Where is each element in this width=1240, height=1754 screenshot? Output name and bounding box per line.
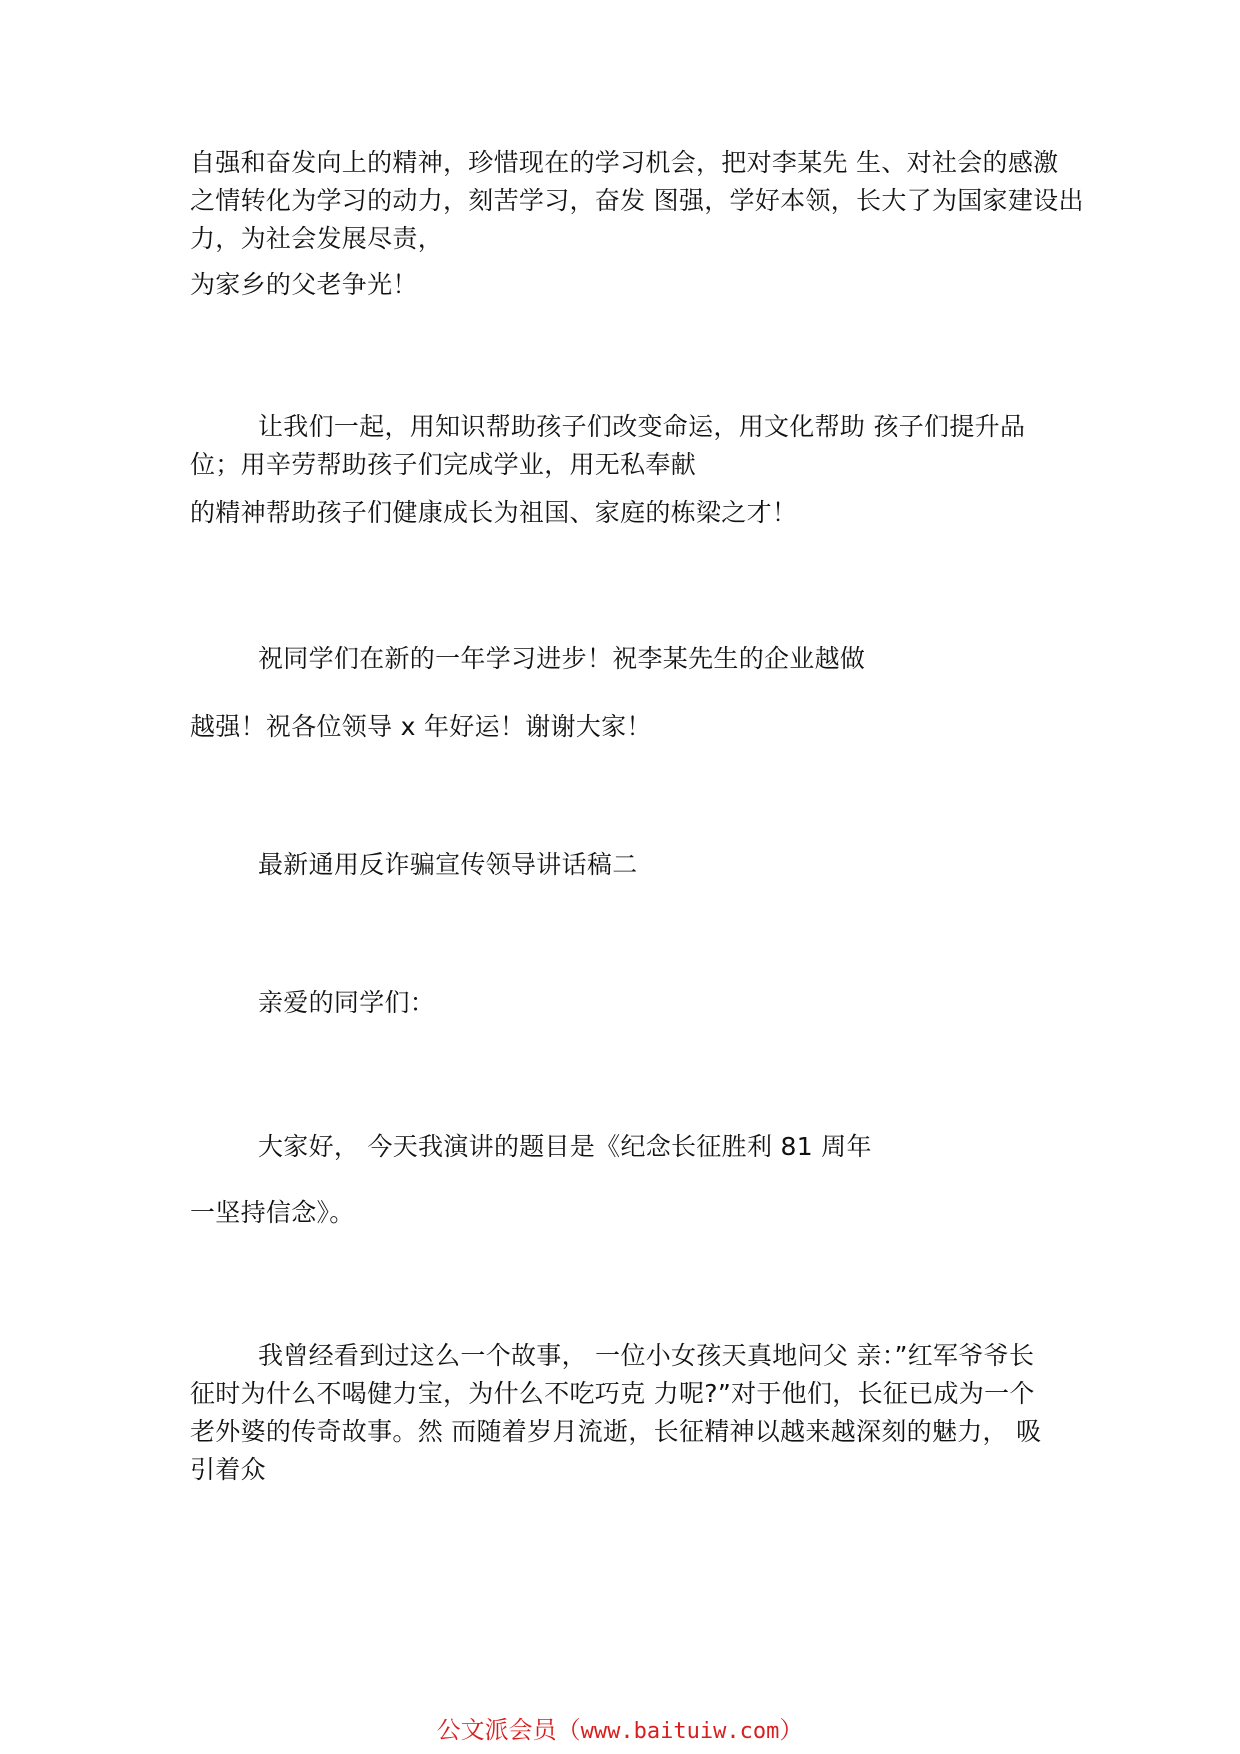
paragraph-11-line-1: 我曾经看到过这么一个故事， 一位小女孩天真地问父 亲：”红军爷爷长 [258,1341,1035,1370]
paragraph-11-line-3: 老外婆的传奇故事。然 而随着岁月流逝，长征精神以越来越深刻的魅力， 吸 [190,1417,1042,1446]
paragraph-11-line-4: 引着众 [190,1455,266,1484]
paragraph-2: 为家乡的父老争光！ [190,270,418,299]
paragraph-3 [190,408,1070,484]
paragraph-11 [190,1337,1070,1489]
footer-label: 公文派会员（ [436,1716,581,1744]
paragraph-9: 大家好， 今天我演讲的题目是《纪念长征胜利 81 周年 [258,1132,872,1161]
salutation: 亲爱的同学们： [258,988,436,1017]
paragraph-10: 一坚持信念》。 [190,1198,355,1227]
paragraph-5: 祝同学们在新的一年学习进步！祝李某先生的企业越做 [258,644,866,673]
paragraph-1-line-2: 之情转化为学习的动力，刻苦学习，奋发 图强，学好本领，长大了为国家建设出 [190,186,1084,215]
section-heading: 最新通用反诈骗宣传领导讲话稿二 [258,850,638,879]
paragraph-3-line-2: 位；用辛劳帮助孩子们完成学业，用无私奉献 [190,450,697,479]
footer-url-link[interactable]: www.baituiw.com [580,1719,780,1744]
paragraph-3-line-1: 让我们一起，用知识帮助孩子们改变命运，用文化帮助 孩子们提升品 [258,412,1026,441]
paragraph-6: 越强！祝各位领导 x 年好运！谢谢大家！ [190,712,652,741]
paragraph-1 [190,144,1084,258]
paragraph-1-line-3: 力，为社会发展尽责， [190,224,444,253]
footer-close-paren: ） [779,1716,804,1744]
paragraph-4: 的精神帮助孩子们健康成长为祖国、家庭的栋梁之才！ [190,498,798,527]
footer-watermark [0,1710,1240,1745]
paragraph-11-line-2: 征时为什么不喝健力宝，为什么不吃巧克 力呢?”对于他们，长征已成为一个 [190,1379,1035,1408]
paragraph-1-line-1: 自强和奋发向上的精神，珍惜现在的学习机会，把对李某先 生、对社会的感激 [190,148,1059,177]
